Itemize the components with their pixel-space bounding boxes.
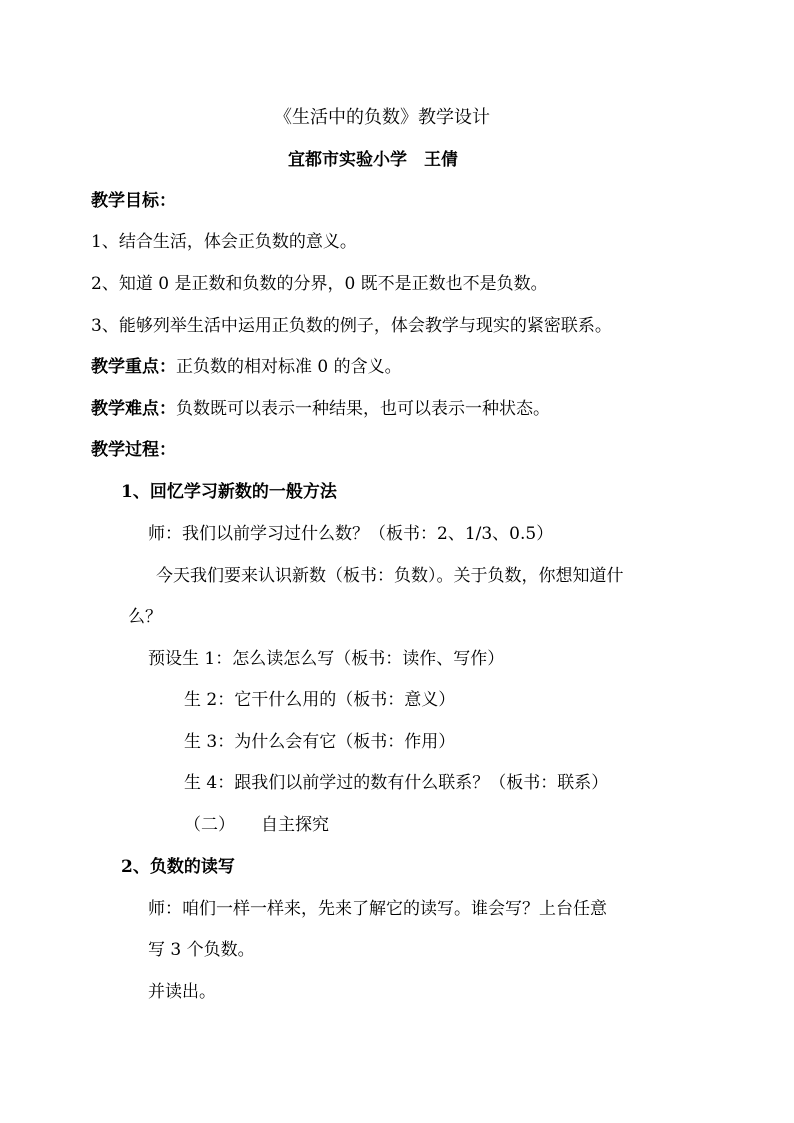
- student-answer-4: 生 4：跟我们以前学过的数有什么联系？（板书：联系）: [184, 773, 609, 793]
- section-1-heading: 1、回忆学习新数的一般方法: [121, 482, 337, 502]
- teacher-question-3-line-1: 师：咱们一样一样来，先来了解它的读写。谁会写？上台任意: [148, 899, 607, 919]
- difficulty-text: 负数既可以表示一种结果，也可以表示一种状态。: [176, 399, 550, 419]
- difficulty-line: [91, 397, 550, 421]
- part-2-label: （二）: [184, 815, 235, 835]
- teacher-question-3-line-2: 写 3 个负数。: [148, 940, 255, 960]
- document-title: 《生活中的负数》教学设计: [274, 107, 490, 128]
- teacher-question-2-line-1: 今天我们要来认识新数（板书：负数）。关于负数，你想知道什: [156, 566, 624, 586]
- author-line: 宜都市实验小学 王倩: [288, 150, 458, 170]
- student-answer-3: 生 3：为什么会有它（板书：作用）: [184, 732, 456, 752]
- teacher-question-3-line-3: 并读出。: [148, 982, 216, 1002]
- goal-1: 1、结合生活，体会正负数的意义。: [91, 232, 357, 252]
- teacher-question-2-line-2: 么？: [128, 607, 162, 627]
- process-heading: 教学过程：: [91, 440, 176, 460]
- goal-2: 2、知道 0 是正数和负数的分界，0 既不是正数也不是负数。: [91, 274, 548, 294]
- focus-line: [91, 355, 402, 379]
- focus-label: 教学重点：: [91, 357, 176, 377]
- part-2-line: [184, 813, 329, 837]
- section-2-heading: 2、负数的读写: [121, 857, 235, 877]
- part-2-title: 自主探究: [261, 815, 329, 835]
- student-answer-1: 预设生 1：怎么读怎么写（板书：读作、写作）: [148, 649, 505, 669]
- goal-3: 3、能够列举生活中运用正负数的例子，体会教学与现实的紧密联系。: [91, 316, 612, 336]
- focus-text: 正负数的相对标准 0 的含义。: [176, 357, 402, 377]
- student-answer-2: 生 2：它干什么用的（板书：意义）: [184, 690, 456, 710]
- difficulty-label: 教学难点：: [91, 399, 176, 419]
- goals-heading: 教学目标：: [91, 191, 176, 211]
- teacher-question-1: 师：我们以前学习过什么数？（板书：2、1/3、0.5）: [148, 524, 554, 544]
